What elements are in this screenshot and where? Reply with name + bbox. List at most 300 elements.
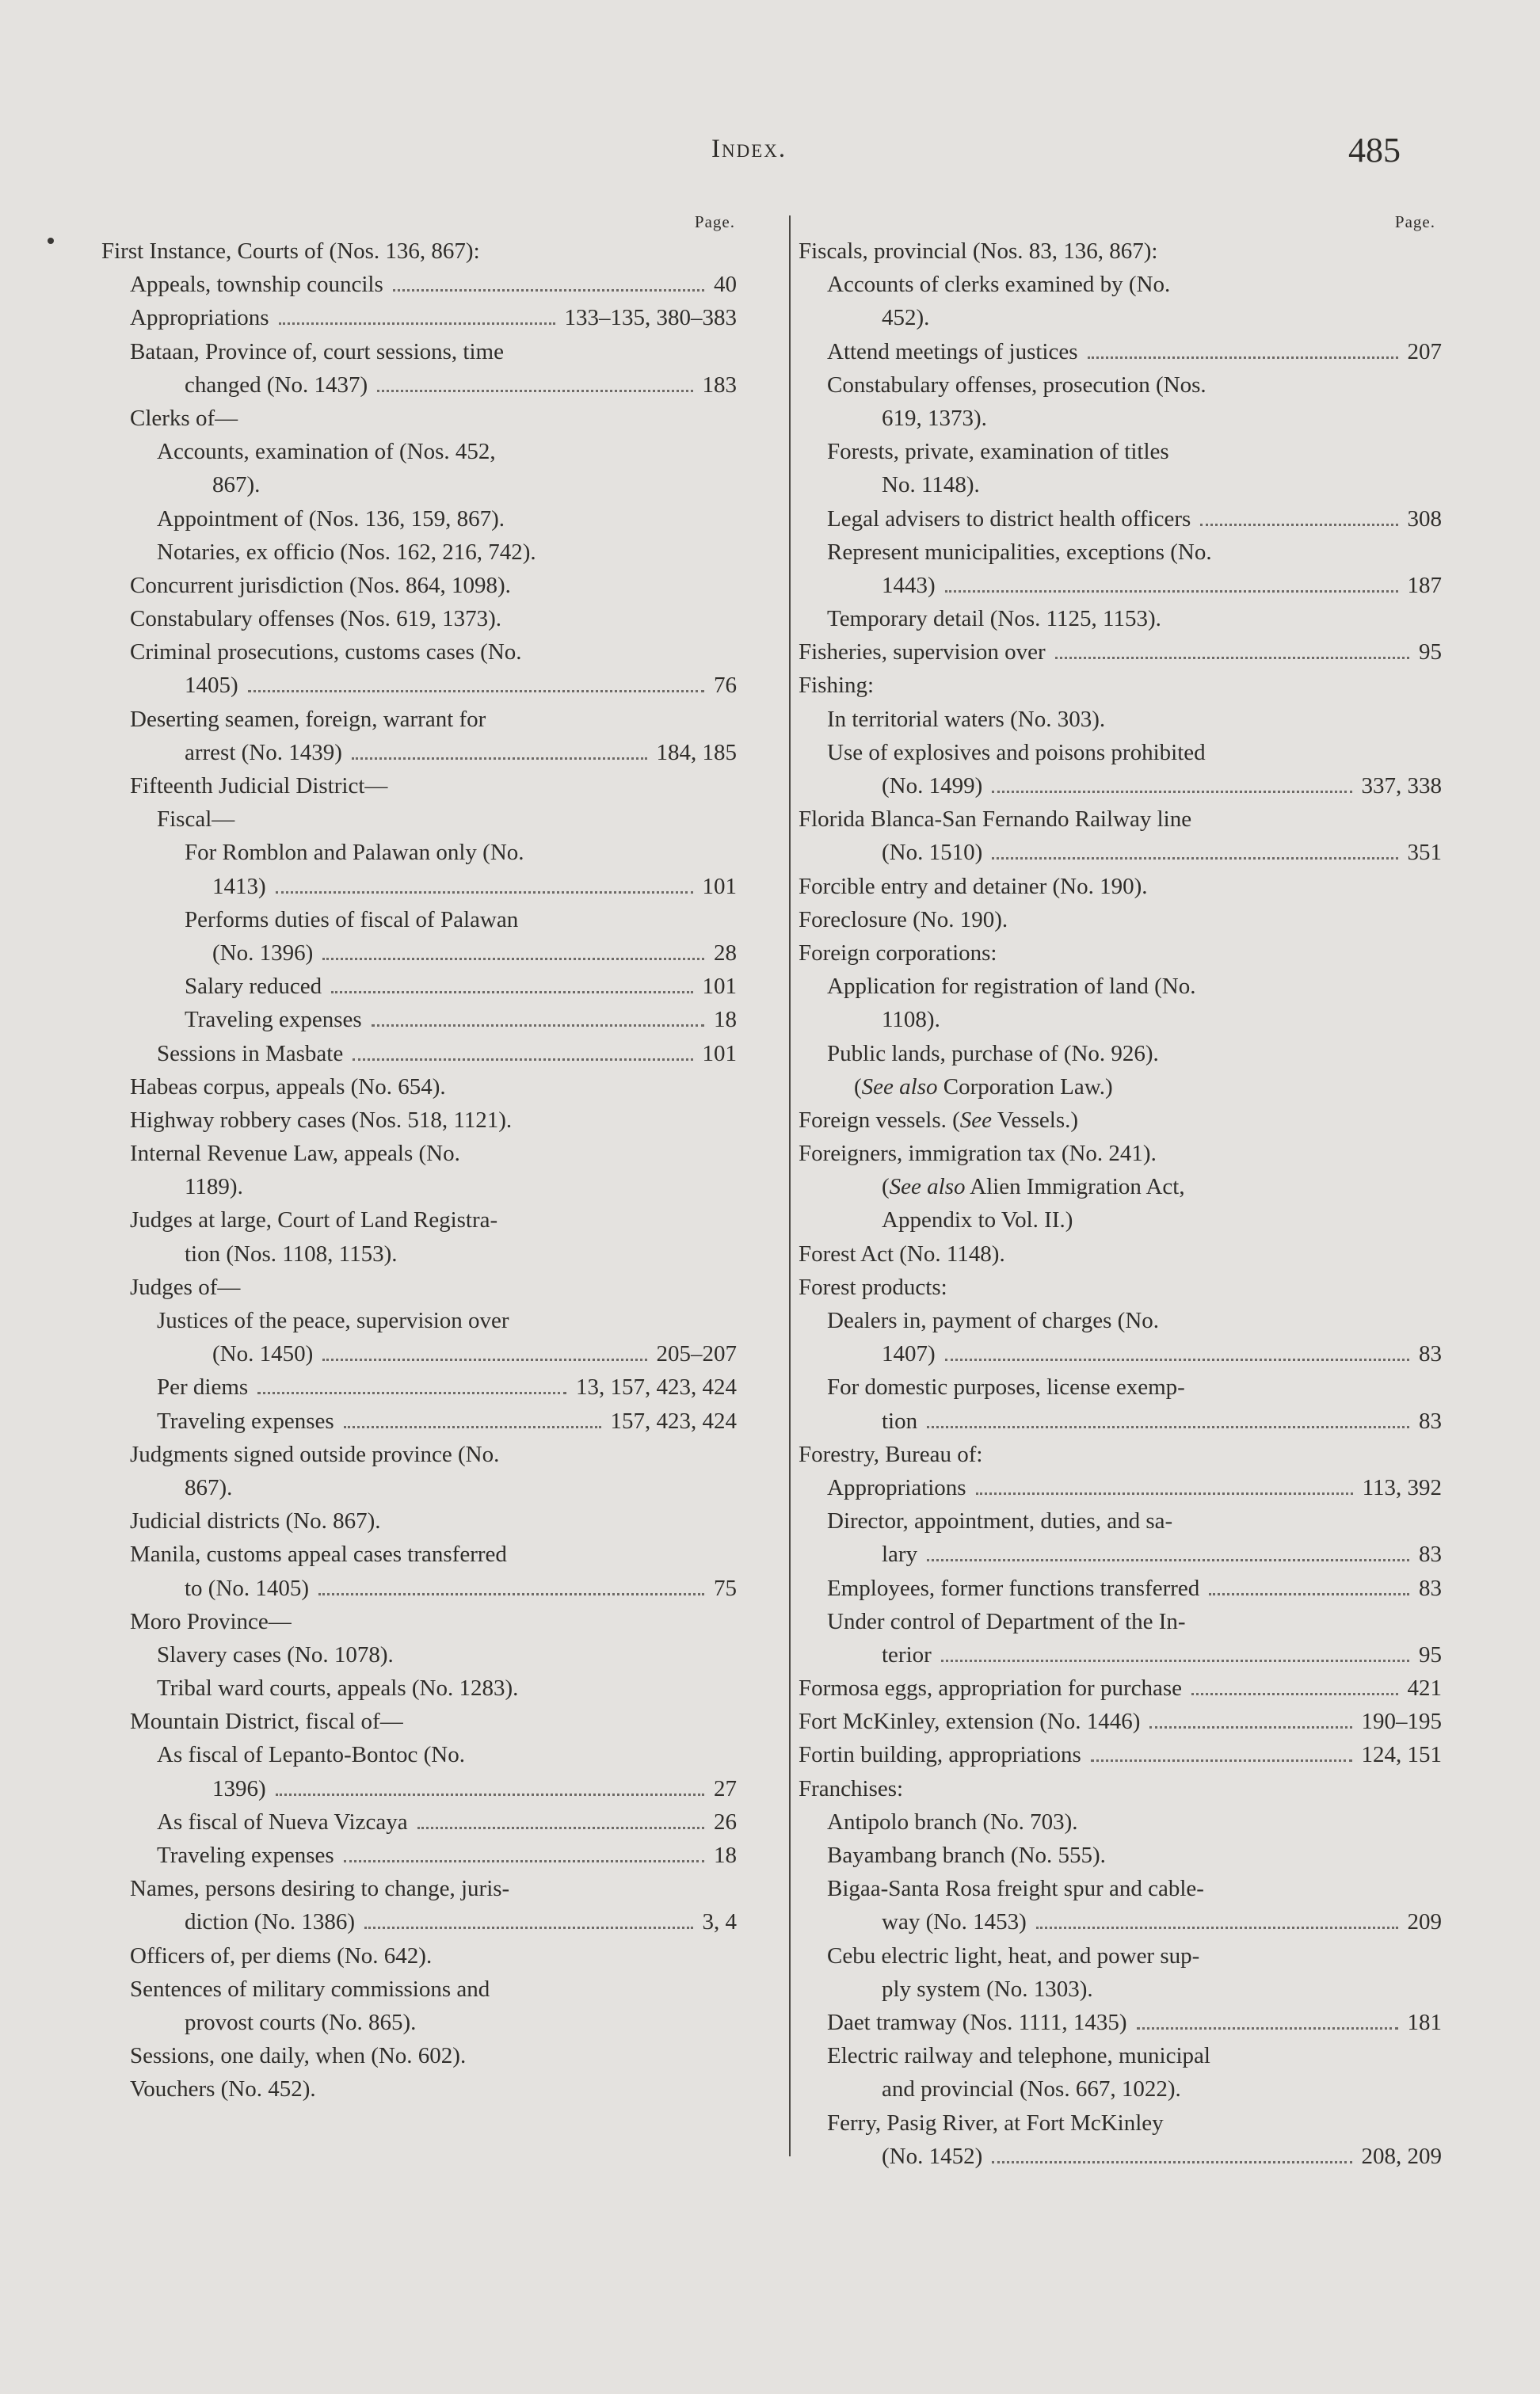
- index-entries: [799, 234, 1442, 2173]
- index-entry: [799, 1170, 1442, 1203]
- entry-text: Fiscals, provincial (Nos. 83, 136, 867):: [799, 238, 1158, 264]
- dot-leader: [927, 1426, 1409, 1428]
- entry-text: Bataan, Province of, court sessions, time: [130, 338, 504, 364]
- index-entry: [101, 669, 745, 702]
- index-entry: [799, 1805, 1442, 1839]
- entry-pages: 83: [1419, 1341, 1442, 1367]
- entry-text: Application for registration of land (No.: [827, 974, 1196, 1000]
- index-entry: [101, 970, 745, 1003]
- dot-leader: [372, 1024, 704, 1027]
- entry-text: 1189).: [185, 1174, 243, 1200]
- entry-pages: 101: [702, 873, 737, 899]
- entry-text: Officers of, per diems (No. 642).: [130, 1942, 433, 1969]
- entry-text: Judges at large, Court of Land Registra-: [130, 1207, 498, 1233]
- index-entry: [799, 234, 1442, 268]
- entry-text: Fishing:: [799, 673, 875, 699]
- index-entry: [799, 301, 1442, 334]
- index-entry: [101, 1973, 745, 2006]
- index-entry: [799, 769, 1442, 802]
- index-entry: [101, 2006, 745, 2039]
- dot-leader: [1088, 356, 1398, 359]
- entry-pages: 351: [1407, 840, 1442, 866]
- entry-text: Judgments signed outside province (No.: [130, 1441, 500, 1467]
- entry-text: Traveling expenses: [157, 1408, 334, 1434]
- index-entry: [799, 1304, 1442, 1337]
- entry-text: Traveling expenses: [185, 1007, 362, 1033]
- entry-text: Deserting seamen, foreign, warrant for: [130, 706, 486, 732]
- index-column-right: [799, 212, 1442, 2173]
- entry-text: 1396): [212, 1775, 266, 1801]
- entry-pages: 28: [714, 940, 737, 966]
- entry-text: Per diems: [157, 1374, 249, 1401]
- index-entry: [101, 1003, 745, 1036]
- index-entry: [799, 1939, 1442, 1973]
- entry-text: Notaries, ex officio (Nos. 162, 216, 742).: [157, 539, 536, 565]
- entry-text: Foreigners, immigration tax (No. 241).: [799, 1141, 1157, 1167]
- entry-text: Florida Blanca-San Fernando Railway line: [799, 806, 1192, 833]
- entry-pages: 27: [714, 1775, 737, 1801]
- index-entry: [799, 1905, 1442, 1938]
- index-entry: [799, 468, 1442, 501]
- index-entry: [799, 2006, 1442, 2039]
- entry-pages: 187: [1407, 572, 1442, 598]
- entry-pages: 13, 157, 423, 424: [576, 1374, 737, 1401]
- entry-text: Sentences of military commissions and: [130, 1976, 490, 2002]
- entry-pages: 3, 4: [702, 1909, 737, 1935]
- entry-text: Names, persons desiring to change, juris-: [130, 1876, 510, 1902]
- index-entry: [799, 903, 1442, 936]
- entry-text: arrest (No. 1439): [185, 739, 342, 765]
- entry-text: Traveling expenses: [157, 1843, 334, 1868]
- entry-pages: 95: [1419, 639, 1442, 665]
- index-entry: [101, 870, 745, 903]
- dot-leader: [945, 590, 1398, 593]
- index-entry: [101, 1605, 745, 1638]
- entry-text: terior: [882, 1641, 932, 1668]
- entry-text: tion: [882, 1408, 918, 1434]
- entry-text: 1405): [185, 673, 238, 699]
- entry-text: Employees, former functions transferred: [827, 1575, 1200, 1601]
- index-entry: [799, 1137, 1442, 1170]
- index-entry: [799, 1738, 1442, 1771]
- entry-text: Fisheries, supervision over: [799, 639, 1046, 665]
- entry-text: Forcible entry and detainer (No. 190).: [799, 873, 1148, 899]
- entry-text: way (No. 1453): [882, 1909, 1027, 1935]
- entry-text: Judges of—: [130, 1274, 241, 1300]
- index-entry: [101, 536, 745, 569]
- index-entry: [799, 1772, 1442, 1805]
- entry-text: changed (No. 1437): [185, 372, 368, 398]
- entry-text: provost courts (No. 865).: [185, 2009, 417, 2035]
- entry-text: Electric railway and telephone, municipal: [827, 2043, 1210, 2069]
- page-header: [0, 131, 1540, 182]
- index-entry: [101, 368, 745, 402]
- dot-leader: [331, 991, 693, 993]
- dot-leader: [1091, 1759, 1352, 1762]
- dot-leader: [1191, 1693, 1398, 1695]
- index-entry: [101, 569, 745, 602]
- index-entry: [799, 268, 1442, 301]
- entry-text: ply system (No. 1303).: [882, 1976, 1093, 2002]
- index-entry: [101, 703, 745, 736]
- index-entry: [799, 1337, 1442, 1370]
- dot-leader: [318, 1593, 704, 1595]
- index-entry: [799, 502, 1442, 536]
- entry-text: Foreign corporations:: [799, 940, 997, 966]
- index-entry: [799, 435, 1442, 468]
- column-divider: [789, 215, 791, 2156]
- page-number: 485: [1348, 131, 1401, 170]
- dot-leader: [276, 1794, 704, 1796]
- entry-pages: 208, 209: [1361, 2143, 1442, 2169]
- dot-leader: [248, 690, 704, 692]
- entry-text: Salary reduced: [185, 974, 322, 1000]
- stray-mark: [48, 238, 54, 244]
- entry-pages: 95: [1419, 1641, 1442, 1668]
- index-entry: [799, 2039, 1442, 2072]
- index-entry: [101, 1203, 745, 1237]
- entry-text: and provincial (Nos. 667, 1022).: [882, 2076, 1181, 2102]
- entry-text: Concurrent jurisdiction (Nos. 864, 1098).: [130, 572, 511, 598]
- index-entry: [799, 802, 1442, 836]
- entry-text: Sessions in Masbate: [157, 1040, 344, 1066]
- entry-text: Slavery cases (No. 1078).: [157, 1641, 394, 1668]
- index-entry: [101, 1504, 745, 1538]
- entry-pages: 101: [702, 974, 737, 1000]
- entry-text: Ferry, Pasig River, at Fort McKinley: [827, 2110, 1164, 2136]
- dot-leader: [344, 1426, 601, 1428]
- entry-text: 452).: [882, 305, 930, 331]
- dot-leader: [393, 289, 704, 292]
- entry-text: Habeas corpus, appeals (No. 654).: [130, 1073, 446, 1100]
- dot-leader: [276, 891, 693, 894]
- entry-text: Clerks of—: [130, 405, 238, 431]
- entry-text: Cebu electric light, heat, and power sup-: [827, 1942, 1200, 1969]
- dot-leader: [976, 1492, 1353, 1495]
- entry-text: Attend meetings of justices: [827, 338, 1078, 364]
- dot-leader: [1055, 657, 1409, 659]
- index-entry: [799, 1237, 1442, 1271]
- entry-pages: 184, 185: [656, 739, 737, 765]
- entry-text: Franchises:: [799, 1775, 904, 1801]
- index-entry: [799, 635, 1442, 669]
- index-entry: [799, 602, 1442, 635]
- index-entry: [799, 870, 1442, 903]
- index-entry: [799, 1672, 1442, 1705]
- index-entry: [101, 1070, 745, 1104]
- index-entry: [799, 1572, 1442, 1605]
- entry-pages: 40: [714, 272, 737, 298]
- entry-text: Internal Revenue Law, appeals (No.: [130, 1141, 460, 1167]
- index-column-left: [101, 212, 745, 2106]
- index-entry: [799, 1839, 1442, 1872]
- entry-text: As fiscal of Nueva Vizcaya: [157, 1809, 408, 1835]
- entry-text: Manila, customs appeal cases transferred: [130, 1542, 507, 1568]
- dot-leader: [417, 1827, 704, 1829]
- dot-leader: [257, 1392, 566, 1394]
- dot-leader: [992, 857, 1398, 860]
- index-entry: [799, 1070, 1442, 1104]
- index-entry: [799, 1638, 1442, 1672]
- entry-text: 1108).: [882, 1007, 940, 1033]
- index-entry: [101, 1738, 745, 1771]
- index-entry: [799, 2072, 1442, 2106]
- index-entry: [799, 1705, 1442, 1738]
- index-entry: [799, 1438, 1442, 1471]
- index-entry: [101, 1304, 745, 1337]
- dot-leader: [945, 1359, 1409, 1361]
- entry-text: First Instance, Courts of (Nos. 136, 867):: [101, 238, 480, 264]
- dot-leader: [279, 322, 555, 325]
- entry-text: 619, 1373).: [882, 405, 987, 431]
- index-entry: [799, 1405, 1442, 1438]
- entry-pages: 157, 423, 424: [610, 1408, 737, 1434]
- index-entry: [101, 1237, 745, 1271]
- index-entry: [101, 468, 745, 501]
- index-entry: [799, 335, 1442, 368]
- entry-text: Criminal prosecutions, customs cases (No.: [130, 639, 522, 665]
- index-entry: [799, 1370, 1442, 1404]
- entry-text: Bigaa-Santa Rosa freight spur and cable-: [827, 1876, 1204, 1902]
- entry-text: Fort McKinley, extension (No. 1446): [799, 1709, 1141, 1735]
- entry-text: Foreclosure (No. 190).: [799, 906, 1008, 932]
- entry-text: Highway robbery cases (Nos. 518, 1121).: [130, 1107, 513, 1133]
- entry-text: 867).: [212, 472, 261, 498]
- entry-pages: 18: [714, 1843, 737, 1868]
- entry-pages: 83: [1419, 1408, 1442, 1434]
- entry-text: Justices of the peace, supervision over: [157, 1308, 509, 1333]
- entry-text: (No. 1452): [882, 2143, 983, 2169]
- index-entry: [799, 1973, 1442, 2006]
- index-entry: [101, 1705, 745, 1738]
- entry-text: Director, appointment, duties, and sa-: [827, 1508, 1173, 1534]
- entry-text: Vouchers (No. 452).: [130, 2076, 316, 2102]
- entry-text: Legal advisers to district health officers: [827, 505, 1191, 532]
- entry-text: Represent municipalities, exceptions (No.: [827, 539, 1212, 565]
- index-entry: [101, 2072, 745, 2106]
- entry-pages: 337, 338: [1361, 773, 1442, 799]
- index-entry: [799, 1605, 1442, 1638]
- index-entry: [101, 802, 745, 836]
- running-head: Index.: [711, 135, 787, 163]
- entry-text: Moro Province—: [130, 1608, 292, 1634]
- dot-leader: [1036, 1927, 1398, 1929]
- index-entry: [799, 2140, 1442, 2173]
- index-entry: [101, 1271, 745, 1304]
- index-entry: [101, 1471, 745, 1504]
- entry-pages: 209: [1407, 1909, 1442, 1935]
- entry-text: 1443): [882, 572, 936, 598]
- index-entry: [799, 402, 1442, 435]
- index-entry: [101, 1170, 745, 1203]
- entry-text: Dealers in, payment of charges (No.: [827, 1308, 1160, 1333]
- entry-pages: 205–207: [656, 1341, 737, 1367]
- entry-text: to (No. 1405): [185, 1575, 310, 1601]
- index-entry: [799, 1872, 1442, 1905]
- entry-text: 867).: [185, 1474, 233, 1500]
- index-entry: [101, 1438, 745, 1471]
- index-entry: [101, 335, 745, 368]
- entry-pages: 124, 151: [1361, 1742, 1442, 1768]
- entry-text: 1407): [882, 1341, 936, 1367]
- index-entry: [101, 1337, 745, 1370]
- index-entry: [101, 1037, 745, 1070]
- entry-pages: 76: [714, 673, 737, 699]
- entry-text: 1413): [212, 873, 266, 899]
- entry-text: Daet tramway (Nos. 1111, 1435): [827, 2009, 1127, 2035]
- entry-text: As fiscal of Lepanto-Bontoc (No.: [157, 1742, 465, 1768]
- entry-text: lary: [882, 1542, 918, 1568]
- index-entry: [101, 1939, 745, 1973]
- index-entry: [799, 669, 1442, 702]
- dot-leader: [927, 1559, 1409, 1561]
- page-column-label: Page.: [1394, 212, 1435, 231]
- entry-pages: 133–135, 380–383: [564, 305, 737, 331]
- entry-pages: 75: [714, 1575, 737, 1601]
- index-entry: [799, 1271, 1442, 1304]
- index-entry: [101, 1137, 745, 1170]
- entry-text: Judicial districts (No. 867).: [130, 1508, 381, 1534]
- entry-text: Forest Act (No. 1148).: [799, 1241, 1005, 1267]
- index-entry: [799, 1037, 1442, 1070]
- entry-text: diction (No. 1386): [185, 1909, 356, 1935]
- entry-text: Fifteenth Judicial District—: [130, 773, 388, 799]
- entry-text: (No. 1396): [212, 940, 314, 966]
- entry-pages: 83: [1419, 1575, 1442, 1601]
- entry-pages: 113, 392: [1362, 1474, 1442, 1500]
- entry-text: For domestic purposes, license exemp-: [827, 1374, 1185, 1401]
- dot-leader: [1137, 2027, 1398, 2030]
- index-entry: [799, 936, 1442, 970]
- index-entry: [101, 1872, 745, 1905]
- index-entry: [799, 1104, 1442, 1137]
- entry-text: Foreign vessels. (See Vessels.): [799, 1107, 1079, 1133]
- index-entry: [101, 301, 745, 334]
- dot-leader: [322, 958, 704, 960]
- index-entry: [101, 1839, 745, 1872]
- index-entry: [799, 1003, 1442, 1036]
- index-entry: [799, 536, 1442, 569]
- page-column-label: Page.: [694, 212, 735, 231]
- entry-text: Tribal ward courts, appeals (No. 1283).: [157, 1675, 519, 1702]
- index-entry: [101, 769, 745, 802]
- index-entry: [101, 268, 745, 301]
- entry-text: Constabulary offenses (Nos. 619, 1373).: [130, 606, 502, 632]
- index-entry: [101, 936, 745, 970]
- entry-text: Performs duties of fiscal of Palawan: [185, 906, 519, 932]
- entry-text: In territorial waters (No. 303).: [827, 706, 1106, 732]
- entry-text: Fortin building, appropriations: [799, 1742, 1081, 1768]
- dot-leader: [353, 1058, 693, 1061]
- entry-text: Under control of Department of the In-: [827, 1608, 1186, 1634]
- dot-leader: [344, 1860, 704, 1862]
- index-entries: [101, 234, 745, 2106]
- index-entry: [799, 1203, 1442, 1237]
- dot-leader: [992, 791, 1352, 793]
- entry-pages: 190–195: [1361, 1709, 1442, 1735]
- entry-text: Public lands, purchase of (No. 926).: [827, 1040, 1159, 1066]
- entry-pages: 308: [1407, 505, 1442, 532]
- entry-text: Formosa eggs, appropriation for purchase: [799, 1675, 1183, 1702]
- entry-text: Appropriations: [130, 305, 269, 331]
- entry-pages: 18: [714, 1007, 737, 1033]
- entry-text: Antipolo branch (No. 703).: [827, 1809, 1078, 1835]
- index-entry: [799, 368, 1442, 402]
- index-entry: [101, 1572, 745, 1605]
- entry-pages: 181: [1407, 2009, 1442, 2035]
- entry-pages: 183: [702, 372, 737, 398]
- index-entry: [101, 736, 745, 769]
- entry-text: (No. 1499): [882, 773, 983, 799]
- entry-text: Temporary detail (Nos. 1125, 1153).: [827, 606, 1161, 632]
- entry-text: Appeals, township councils: [130, 272, 383, 298]
- index-entry: [101, 1905, 745, 1938]
- index-entry: [799, 970, 1442, 1003]
- entry-text: tion (Nos. 1108, 1153).: [185, 1241, 398, 1267]
- entry-text: Constabulary offenses, prosecution (Nos.: [827, 372, 1206, 398]
- dot-leader: [377, 390, 693, 392]
- entry-text: Appointment of (Nos. 136, 159, 867).: [157, 505, 505, 532]
- index-entry: [799, 1504, 1442, 1538]
- entry-text: Forestry, Bureau of:: [799, 1441, 983, 1467]
- entry-pages: 83: [1419, 1542, 1442, 1568]
- entry-text: Forest products:: [799, 1274, 947, 1300]
- index-entry: [101, 1370, 745, 1404]
- index-entry: [101, 602, 745, 635]
- entry-text: Forests, private, examination of titles: [827, 439, 1169, 465]
- dot-leader: [941, 1660, 1409, 1662]
- dot-leader: [364, 1927, 693, 1929]
- index-entry: [799, 1538, 1442, 1571]
- entry-pages: 26: [714, 1809, 737, 1835]
- dot-leader: [992, 2161, 1352, 2163]
- entry-text: Appropriations: [827, 1474, 966, 1500]
- index-entry: [101, 1672, 745, 1705]
- entry-text: (No. 1510): [882, 840, 983, 866]
- entry-text: (No. 1450): [212, 1341, 314, 1367]
- dot-leader: [1149, 1726, 1352, 1729]
- index-entry: [101, 1638, 745, 1672]
- entry-text: (See also Corporation Law.): [854, 1073, 1113, 1100]
- index-entry: [101, 402, 745, 435]
- index-entry: [799, 2106, 1442, 2140]
- entry-text: Accounts of clerks examined by (No.: [827, 272, 1171, 298]
- entry-pages: 101: [702, 1040, 737, 1066]
- index-entry: [101, 1805, 745, 1839]
- dot-leader: [1209, 1593, 1409, 1595]
- dot-leader: [352, 757, 647, 760]
- index-entry: [799, 1471, 1442, 1504]
- index-entry: [101, 1538, 745, 1571]
- index-entry: [101, 836, 745, 869]
- entry-text: Appendix to Vol. II.): [882, 1207, 1073, 1233]
- index-entry: [101, 903, 745, 936]
- index-entry: [101, 234, 745, 268]
- index-entry: [101, 1104, 745, 1137]
- entry-text: For Romblon and Palawan only (No.: [185, 840, 524, 866]
- index-entry: [101, 1772, 745, 1805]
- entry-text: (See also Alien Immigration Act,: [882, 1174, 1185, 1200]
- index-entry: [101, 1405, 745, 1438]
- index-entry: [101, 635, 745, 669]
- index-entry: [799, 569, 1442, 602]
- entry-text: Fiscal—: [157, 806, 235, 833]
- dot-leader: [322, 1359, 647, 1361]
- entry-text: Bayambang branch (No. 555).: [827, 1843, 1106, 1868]
- entry-text: No. 1148).: [882, 472, 980, 498]
- entry-text: Accounts, examination of (Nos. 452,: [157, 439, 496, 465]
- index-entry: [799, 736, 1442, 769]
